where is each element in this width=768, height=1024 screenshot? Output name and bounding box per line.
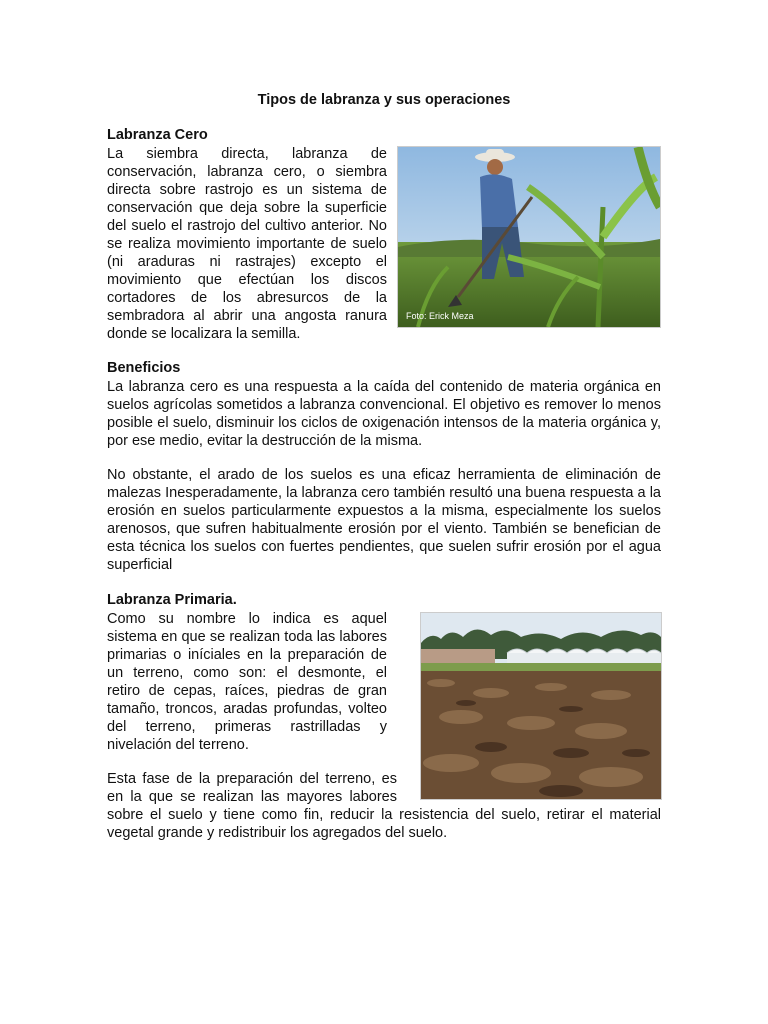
photo-credit: Foto: Erick Meza — [406, 311, 474, 321]
section-heading-labranza-cero: Labranza Cero — [107, 127, 208, 143]
farmer-field-photo — [397, 146, 661, 328]
document-title: Tipos de labranza y sus operaciones — [257, 92, 511, 108]
section-heading-labranza-primaria: Labranza Primaria. — [107, 592, 237, 608]
paragraph-labranza-primaria-2 — [107, 770, 661, 842]
section-heading-beneficios: Beneficios — [107, 360, 181, 376]
paragraph-labranza-primaria-1: Como su nombre lo indica es aquel sistema en que se realizan toda las labores primarias o iníciales en la preparación de un terreno, como son: el desmonte, el retiro de cepas, raíces, piedras de gran tamaño, troncos, aradas profundas, volteo del terreno, primeras rastrilladas y nivelación del terreno. — [107, 611, 387, 753]
image-wrap-spacer — [409, 772, 661, 800]
paragraph-labranza-primaria-2-text: Esta fase de la preparación del terreno, es en la que se realizan las mayores labores sobre el suelo y tiene como fin, reducir la resistencia del suelo, retirar el material vegetal grande y redistribuir los agregados del suelo. — [107, 771, 661, 841]
paragraph-beneficios-2: No obstante, el arado de los suelos es una eficaz herramienta de eliminación de malezas Inesperadamente, la labranza cero también resultó una buena respuesta a la erosión en suelos particularmente expuestos a la misma, especialmente los suelos arenosos, que sufren habitualmente erosión por el viento. También se benefician de esta técnica los suelos con fuertes pendientes, que suelen sufrir erosión por el agua superficial — [107, 467, 661, 573]
paragraph-beneficios-1: La labranza cero es una respuesta a la caída del contenido de materia orgánica en suelos agrícolas sometidos a labranza convencional. El objetivo es remover lo menos posible el suelo, disminuir los ciclos de oxigenación intensos de la materia orgánica y, por ese medio, evitar la destrucción de la misma. — [107, 379, 661, 449]
paragraph-labranza-cero: La siembra directa, labranza de conservación, labranza cero, o siembra directa sobre rastrojo es un sistema de conservación que deja sobre la superficie del suelo el rastrojo del cultivo anterior. No se realiza movimiento importante de suelo (ni araduras ni rastrajes) excepto el movimiento que efectúan los discos cortadores de los abresurcos de la sembradora al abrir una angosta ranura donde se localizara la semilla. — [107, 146, 387, 342]
